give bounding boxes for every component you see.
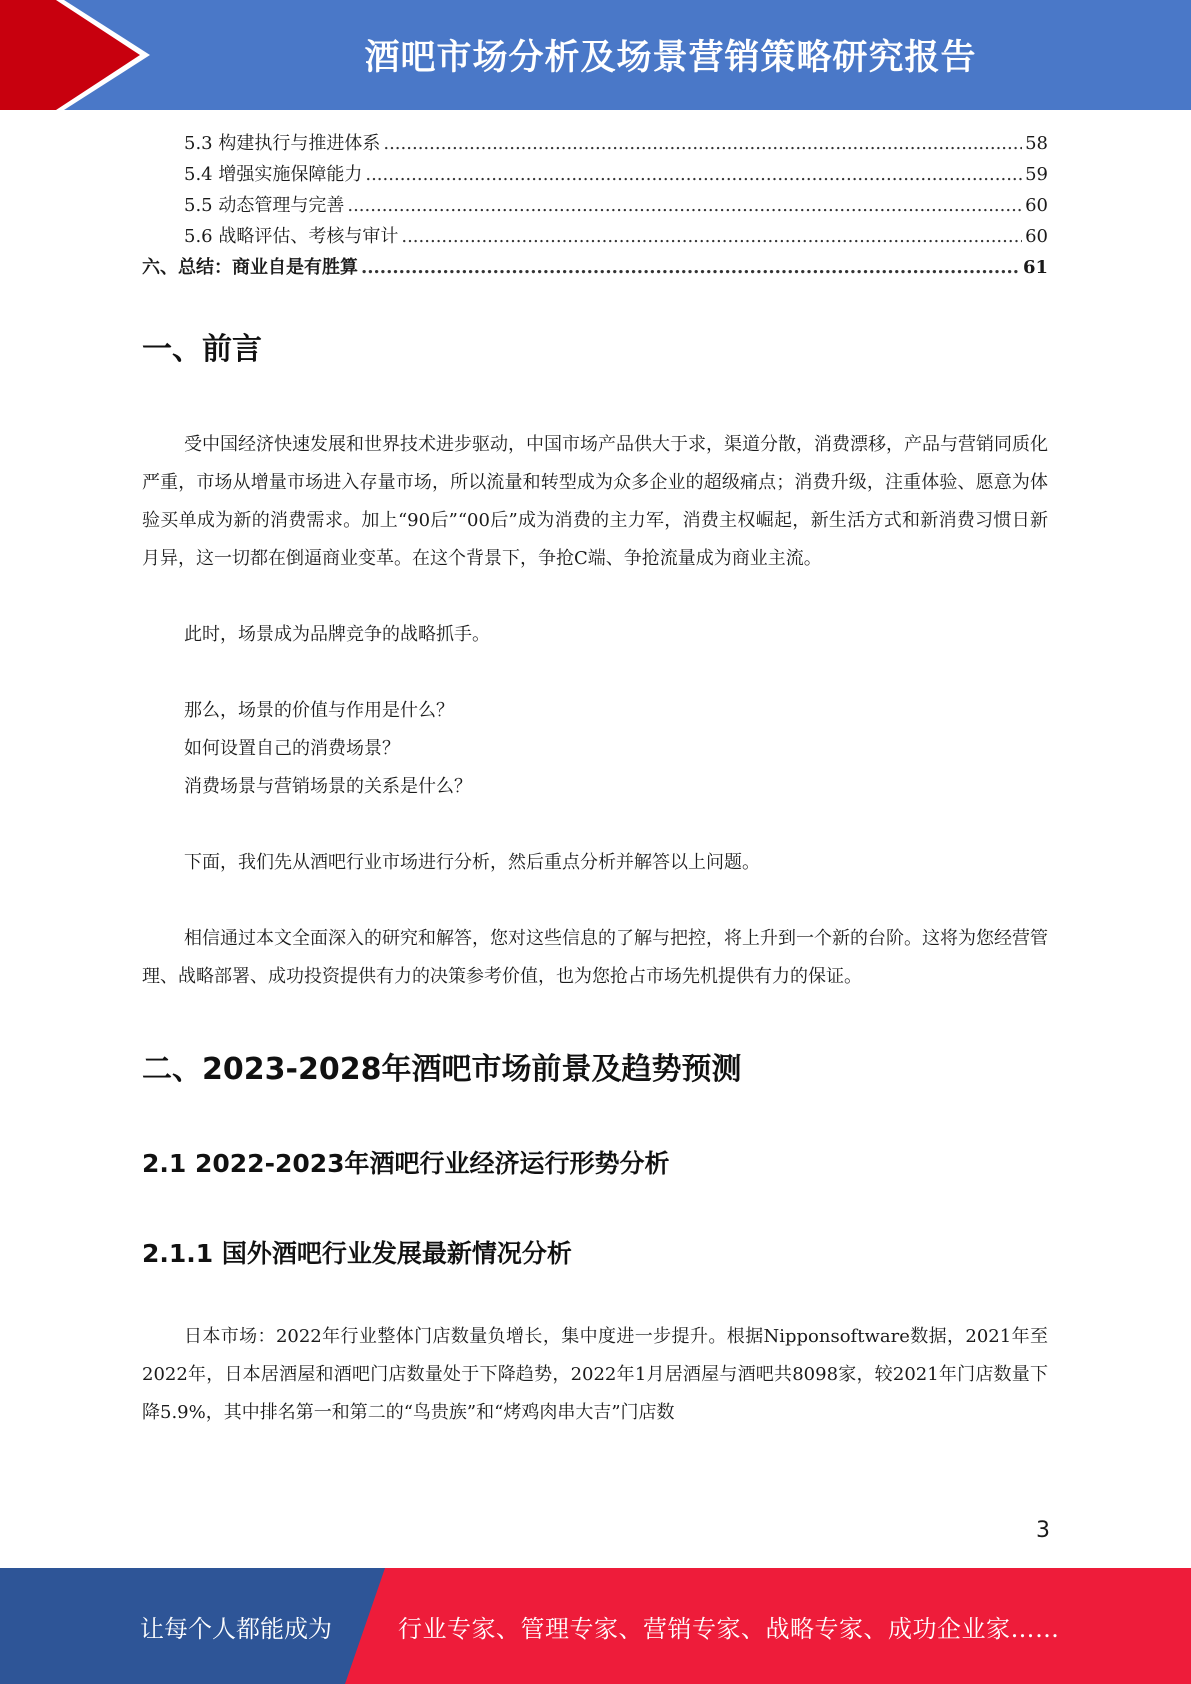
toc-entry-label: 5.4 增强实施保障能力 (184, 164, 363, 185)
table-of-contents (142, 128, 1048, 283)
paragraph: 受中国经济快速发展和世界技术进步驱动，中国市场产品供大于求，渠道分散，消费漂移，产品与营销同质化严重，市场从增量市场进入存量市场，所以流量和转型成为众多企业的超级痛点；消费升级，注重体验、愿意为体验买单成为新的消费需求。加上“90后”“00后”成为消费的主力军，消费主权崛起，新生活方式和新消费习惯日新月异，这一切都在倒逼商业变革。在这个背景下，争抢C端、争抢流量成为商业主流。 (142, 434, 1048, 569)
toc-dot-leader (383, 128, 1022, 159)
footer-slogan-right: 行业专家、管理专家、营销专家、战略专家、成功企业家…… (398, 1614, 1060, 1643)
paragraph: 下面，我们先从酒吧行业市场进行分析，然后重点分析并解答以上问题。 (184, 852, 760, 873)
paragraph: 此时，场景成为品牌竞争的战略抓手。 (184, 624, 490, 645)
toc-entry-page: 59 (1025, 164, 1048, 185)
main-content (142, 318, 1048, 1432)
toc-entry-label: 六、总结：商业自是有胜算 (142, 257, 358, 278)
footer-slogan-left: 让每个人都能成为 (140, 1614, 332, 1643)
question-line: 那么，场景的价值与作用是什么？ (184, 700, 454, 721)
toc-entry-label: 5.5 动态管理与完善 (184, 195, 345, 216)
page-number: 3 (1036, 1518, 1050, 1543)
toc-entry[interactable] (142, 221, 1048, 252)
toc-entry-label: 5.3 构建执行与推进体系 (184, 133, 381, 154)
question-line: 如何设置自己的消费场景？ (184, 738, 400, 759)
document-title: 酒吧市场分析及场景营销策略研究报告 (364, 38, 977, 78)
question-line: 消费场景与营销场景的关系是什么？ (184, 776, 472, 797)
page-footer (0, 1568, 1191, 1684)
header-arrow-decoration (0, 0, 180, 110)
section-heading-preface: 一、前言 (142, 332, 262, 367)
toc-dot-leader (347, 190, 1022, 221)
toc-dot-leader (361, 252, 1020, 283)
toc-entry-page: 61 (1022, 257, 1048, 278)
toc-entry[interactable] (142, 128, 1048, 159)
toc-entry-page: 60 (1025, 195, 1048, 216)
subsection-heading: 2.1 2022-2023年酒吧行业经济运行形势分析 (142, 1149, 670, 1178)
toc-entry-page: 60 (1025, 226, 1048, 247)
toc-entry[interactable] (142, 252, 1048, 283)
paragraph: 相信通过本文全面深入的研究和解答，您对这些信息的了解与把控，将上升到一个新的台阶。这将为您经营管理、战略部署、成功投资提供有力的决策参考价值，也为您抢占市场先机提供有力的保证。 (142, 928, 1048, 987)
toc-entry[interactable] (142, 159, 1048, 190)
toc-dot-leader (401, 221, 1022, 252)
paragraph: 日本市场：2022年行业整体门店数量负增长，集中度进一步提升。根据Nipponsoftware数据，2021年至2022年，日本居酒屋和酒吧门店数量处于下降趋势，2022年1月居酒屋与酒吧共8098家，较2021年门店数量下降5.9%，其中排名第一和第二的“鸟贵族”和“烤鸡肉串大吉”门店数 (142, 1326, 1048, 1423)
page-header (0, 0, 1191, 110)
subsection-heading: 2.1.1 国外酒吧行业发展最新情况分析 (142, 1239, 572, 1268)
toc-dot-leader (365, 159, 1022, 190)
toc-entry-label: 5.6 战略评估、考核与审计 (184, 226, 399, 247)
toc-entry[interactable] (142, 190, 1048, 221)
section-heading-forecast: 二、2023-2028年酒吧市场前景及趋势预测 (142, 1052, 742, 1087)
toc-entry-page: 58 (1025, 133, 1048, 154)
